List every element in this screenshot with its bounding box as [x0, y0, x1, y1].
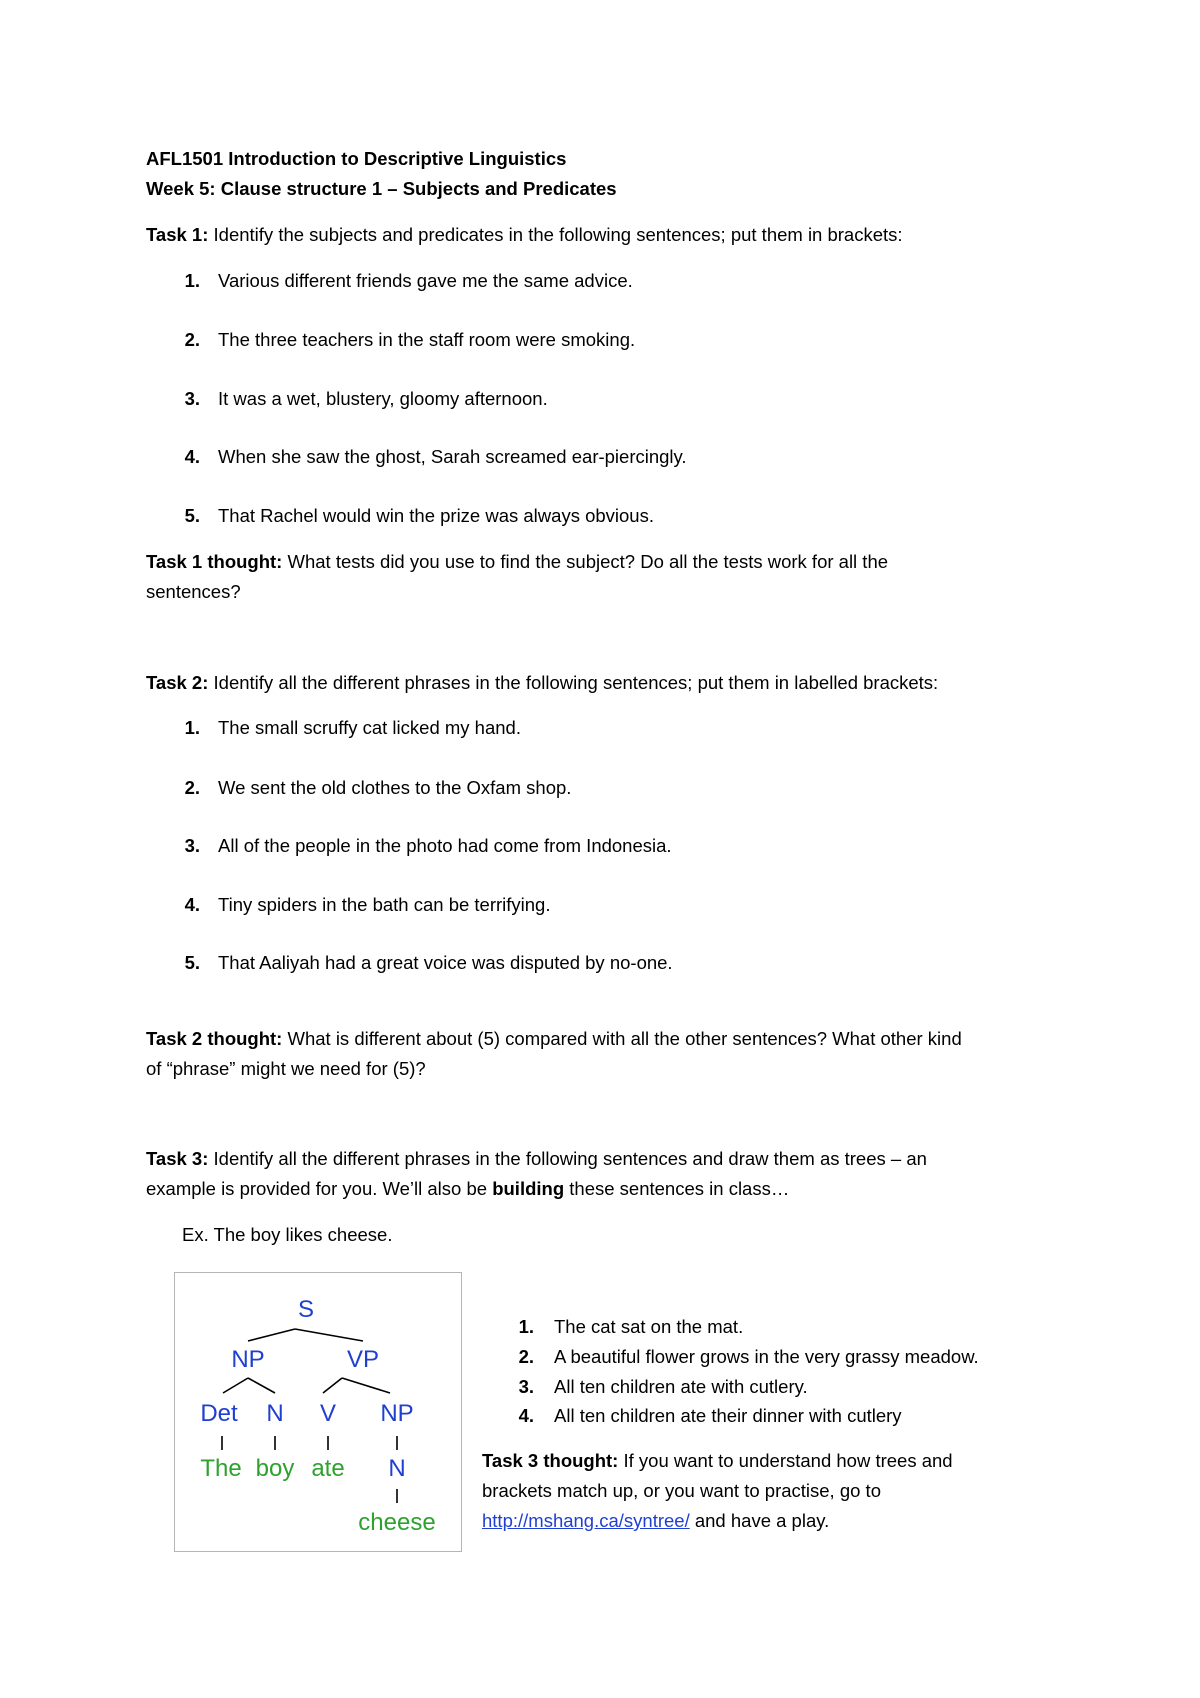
sentence: A beautiful flower grows in the very grassy meadow.	[554, 1346, 979, 1367]
task2-thought-cont: of “phrase” might we need for (5)?	[146, 1058, 426, 1079]
branch-line	[295, 1329, 363, 1341]
word-the: The	[200, 1455, 242, 1482]
task3-thought-cont: brackets match up, or you want to practise, go to	[482, 1480, 881, 1501]
list-number: 3.	[518, 1376, 534, 1397]
sentence: It was a wet, blustery, gloomy afternoon.	[218, 388, 548, 409]
list-number: 5.	[184, 952, 200, 973]
task3-thought-link-line	[482, 1508, 829, 1534]
sentence: When she saw the ghost, Sarah screamed ear-piercingly.	[218, 446, 687, 467]
task1-thought-label: Task 1 thought:	[146, 551, 283, 572]
node-np: NP	[231, 1346, 265, 1373]
node-n: N	[266, 1400, 284, 1427]
course-title: AFL1501 Introduction to Descriptive Linguistics	[146, 148, 567, 169]
task3-instruction-text: Identify all the different phrases in the following sentences and draw them as trees – an	[208, 1148, 927, 1169]
task2-instruction-text: Identify all the different phrases in the following sentences; put them in labelled brackets:	[208, 672, 939, 693]
node-vp: VP	[346, 1346, 380, 1373]
task3-thought	[482, 1448, 953, 1474]
task2-thought	[146, 1026, 962, 1052]
example-tree-box	[174, 1272, 462, 1552]
sentence: That Rachel would win the prize was always obvious.	[218, 505, 654, 526]
task1-instruction-text: Identify the subjects and predicates in the following sentences; put them in brackets:	[208, 224, 903, 245]
list-number: 4.	[518, 1405, 534, 1426]
example-sentence: Ex. The boy likes cheese.	[182, 1224, 393, 1245]
node-n-object: N	[388, 1455, 406, 1482]
task3-instruction-text-b: these sentences in class…	[564, 1178, 790, 1199]
list-number: 2.	[518, 1346, 534, 1367]
branch-line	[248, 1378, 275, 1393]
task3-thought-text: If you want to understand how trees and	[618, 1450, 953, 1471]
task2-thought-label: Task 2 thought:	[146, 1028, 283, 1049]
task3-instruction-cont	[146, 1176, 789, 1202]
list-number: 1.	[184, 717, 200, 738]
sentence: All ten children ate with cutlery.	[554, 1376, 808, 1397]
list-number: 3.	[184, 388, 200, 409]
list-number: 2.	[184, 329, 200, 350]
task3-instruction	[146, 1146, 927, 1172]
syntax-tree	[175, 1273, 461, 1551]
list-number: 4.	[184, 446, 200, 467]
branch-line	[342, 1378, 390, 1393]
task1-instruction	[146, 222, 903, 248]
sentence: We sent the old clothes to the Oxfam shop.	[218, 777, 572, 798]
list-number: 1.	[518, 1316, 534, 1337]
task3-thought-label: Task 3 thought:	[482, 1450, 619, 1471]
branch-line	[323, 1378, 342, 1393]
word-ate: ate	[311, 1455, 345, 1482]
sentence: Various different friends gave me the same advice.	[218, 270, 633, 291]
node-s: S	[297, 1296, 315, 1323]
branch-line	[223, 1378, 248, 1393]
task1-thought	[146, 549, 888, 575]
sentence: That Aaliyah had a great voice was disputed by no-one.	[218, 952, 673, 973]
sentence: All ten children ate their dinner with cutlery	[554, 1405, 902, 1426]
node-det: Det	[200, 1400, 238, 1427]
task2-thought-text: What is different about (5) compared with all the other sentences? What other kind	[282, 1028, 962, 1049]
sentence: All of the people in the photo had come from Indonesia.	[218, 835, 672, 856]
sentence: Tiny spiders in the bath can be terrifying.	[218, 894, 551, 915]
sentence: The three teachers in the staff room were smoking.	[218, 329, 636, 350]
branch-line	[248, 1329, 295, 1341]
node-v: V	[319, 1400, 337, 1427]
task3-instruction-text-a: example is provided for you. We’ll also be	[146, 1178, 493, 1199]
node-np-object: NP	[380, 1400, 414, 1427]
word-cheese: cheese	[358, 1509, 436, 1536]
week-title: Week 5: Clause structure 1 – Subjects and Predicates	[146, 178, 617, 199]
word-boy: boy	[255, 1455, 295, 1482]
task2-instruction	[146, 670, 938, 696]
list-number: 1.	[184, 270, 200, 291]
list-number: 4.	[184, 894, 200, 915]
list-number: 3.	[184, 835, 200, 856]
task3-building-word: building	[492, 1178, 565, 1199]
sentence: The small scruffy cat licked my hand.	[218, 717, 521, 738]
task1-thought-text: What tests did you use to find the subject? Do all the tests work for all the	[282, 551, 889, 572]
task1-thought-cont: sentences?	[146, 581, 241, 602]
list-number: 5.	[184, 505, 200, 526]
task3-thought-end: and have a play.	[689, 1510, 830, 1531]
syntree-link[interactable]: http://mshang.ca/syntree/	[482, 1510, 690, 1531]
sentence: The cat sat on the mat.	[554, 1316, 744, 1337]
task2-label: Task 2:	[146, 672, 209, 693]
task3-label: Task 3:	[146, 1148, 209, 1169]
list-number: 2.	[184, 777, 200, 798]
task1-label: Task 1:	[146, 224, 209, 245]
